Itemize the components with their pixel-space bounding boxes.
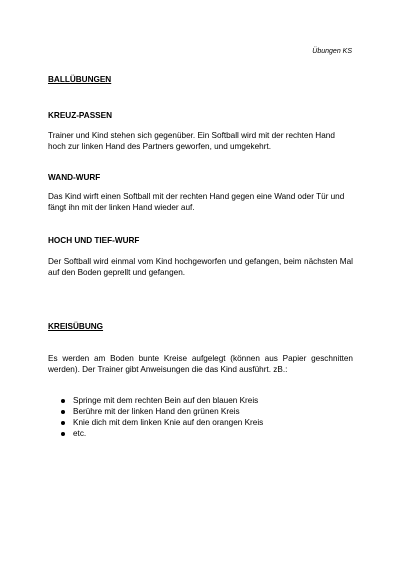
list-item bbox=[48, 406, 353, 417]
bullet-icon bbox=[61, 421, 65, 425]
section-title-kreisuebung: KREISÜBUNG bbox=[48, 322, 104, 331]
paragraph-wand-wurf: Das Kind wirft einen Softball mit der rechten Hand gegen eine Wand oder Tür und fängt ihn mit der linken Hand wieder auf. bbox=[48, 192, 345, 212]
bullet-icon bbox=[61, 410, 65, 414]
section-title-wand-wurf: WAND-WURF bbox=[48, 173, 101, 182]
bullet-icon bbox=[61, 432, 65, 436]
page-header: Übungen KS bbox=[312, 48, 352, 55]
paragraph-kreisuebung: Es werden am Boden bunte Kreise aufgelegt (können aus Papier geschnitten werden). Der Trainer gibt Anweisungen die das Kind ausführt. zB.: bbox=[48, 354, 353, 374]
paragraph-kreuz-passen: Trainer und Kind stehen sich gegenüber. Ein Softball wird mit der rechten Hand hoch zur linken Hand des Partners geworfen, und umgekehrt. bbox=[48, 131, 335, 151]
list-item-text: Knie dich mit dem linken Knie auf den orangen Kreis bbox=[73, 418, 264, 427]
list-item-text: Springe mit dem rechten Bein auf den blauen Kreis bbox=[73, 396, 259, 405]
paragraph-hoch-tief-wurf: Der Softball wird einmal vom Kind hochgeworfen und gefangen, beim nächsten Mal auf den Boden geprellt und gefangen. bbox=[48, 257, 353, 277]
list-item bbox=[48, 417, 353, 428]
section-title-hoch-tief-wurf: HOCH UND TIEF-WURF bbox=[48, 236, 140, 245]
list-item bbox=[48, 395, 353, 406]
section-title-balluebungen: BALLÜBUNGEN bbox=[48, 75, 112, 84]
list-item-text: Berühre mit der linken Hand den grünen Kreis bbox=[73, 407, 240, 416]
list-item-text: etc. bbox=[73, 429, 87, 438]
instruction-list bbox=[48, 395, 353, 439]
section-title-kreuz-passen: KREUZ-PASSEN bbox=[48, 111, 112, 120]
list-item bbox=[48, 428, 353, 439]
bullet-icon bbox=[61, 399, 65, 403]
